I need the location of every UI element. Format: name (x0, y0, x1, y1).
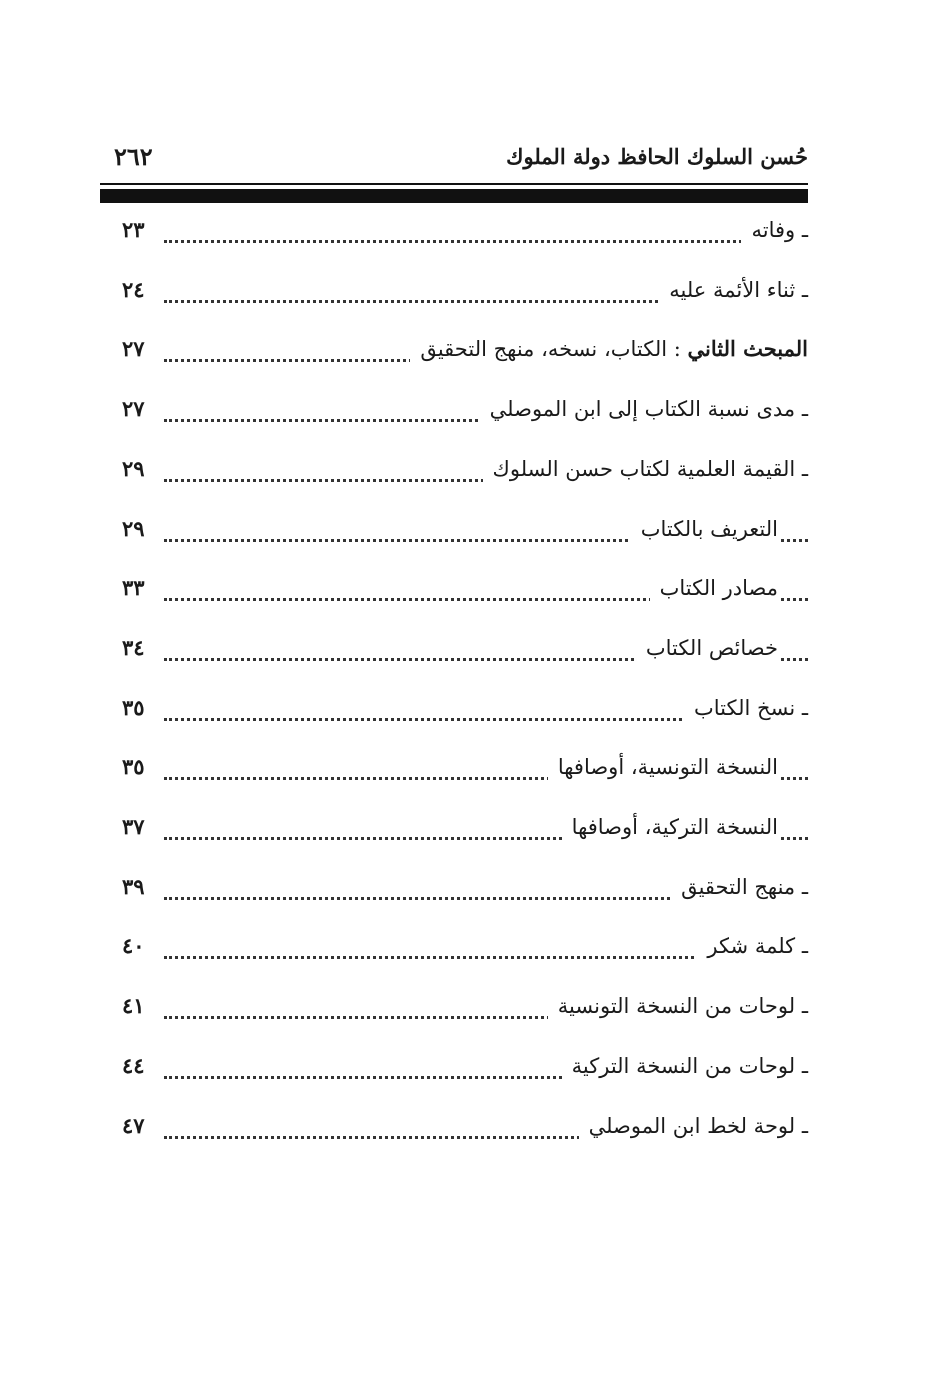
toc-page-number: ٣٥ (122, 694, 145, 720)
toc-entry-text: : الكتاب، نسخه، منهج التحقيق (420, 337, 688, 362)
toc-entry (697, 932, 808, 960)
toc-row (100, 867, 808, 907)
toc-page-number: ٢٤ (122, 276, 145, 302)
toc-entry (480, 395, 808, 423)
toc-row (100, 210, 808, 250)
toc-row (100, 270, 808, 310)
toc-entry (562, 813, 778, 841)
toc-entry (548, 992, 808, 1020)
toc-row (100, 926, 808, 966)
toc-row (100, 986, 808, 1026)
toc-entry-heading: المبحث الثاني (687, 336, 808, 362)
toc-entry (631, 515, 778, 543)
toc-page-number: ٤٤ (122, 1052, 145, 1078)
book-title: حُسن السلوك الحافظ دولة الملوك (506, 144, 808, 169)
running-header (100, 140, 808, 180)
toc-entry-text: ـ وفاته (751, 218, 808, 242)
toc-entry (741, 216, 808, 244)
toc-entry (410, 335, 808, 363)
toc-page-number: ٣٤ (122, 634, 145, 660)
toc-page-number: ٣٣ (122, 575, 145, 601)
toc-entry-text: التعريف بالكتاب (640, 516, 778, 541)
toc-page-number: ٣٧ (122, 814, 145, 839)
toc-page-number: ٤٧ (122, 1112, 145, 1138)
toc-entry-text: ـ ثناء الأئمة عليه (669, 277, 808, 302)
toc-page-number: ٢٧ (122, 336, 145, 362)
toc-entry (579, 1112, 808, 1140)
toc-page-number: ٢٣ (122, 217, 145, 242)
toc-page-number: ٤١ (122, 993, 145, 1019)
toc-entry-text: خصائص الكتاب (645, 635, 778, 660)
toc-page-number: ٤٠ (122, 933, 145, 959)
toc-row (100, 389, 808, 429)
toc-entry-text: مصادر الكتاب (659, 576, 778, 601)
toc-entry-text: ـ لوحات من النسخة التركية (571, 1053, 808, 1078)
page-number: ٢٦٢ (114, 142, 153, 171)
toc-row (100, 1046, 808, 1086)
toc-page-number: ٣٩ (122, 873, 145, 899)
toc-entry (483, 455, 808, 483)
toc-entry (659, 276, 808, 304)
toc-page-number: ٢٩ (122, 455, 145, 481)
toc-entry-text: ـ القيمة العلمية لكتاب حسن السلوك (492, 456, 808, 481)
toc-entry (684, 694, 808, 722)
toc-page-number: ٢٧ (122, 396, 145, 422)
toc-entry (671, 873, 808, 901)
toc-row (100, 807, 808, 847)
toc-entry-text: النسخة التونسية، أوصافها (557, 755, 778, 780)
toc-entry (548, 753, 778, 781)
toc-entry (562, 1052, 808, 1080)
toc-row (100, 747, 808, 787)
toc-entry-text: ـ نسخ الكتاب (694, 695, 808, 720)
toc-page-number: ٣٥ (122, 754, 145, 780)
toc-page-number: ٢٩ (122, 515, 145, 541)
header-rule-thick (100, 189, 808, 203)
dot-leader (164, 236, 808, 243)
header-rule-thin (100, 183, 808, 185)
toc-row (100, 568, 808, 608)
toc-entry-text: ـ مدى نسبة الكتاب إلى ابن الموصلي (489, 397, 808, 422)
toc-row (100, 1106, 808, 1146)
toc-row (100, 329, 808, 369)
toc-entry-text: ـ لوحة لخط ابن الموصلي (588, 1113, 808, 1138)
toc-entry (636, 634, 778, 662)
toc-entry-text: النسخة التركية، أوصافها (571, 815, 778, 839)
toc-entry (650, 574, 778, 602)
toc-entry-text: ـ لوحات من النسخة التونسية (557, 994, 808, 1019)
toc-row (100, 688, 808, 728)
toc-entry-text: ـ كلمة شكر (707, 934, 808, 959)
toc-row (100, 628, 808, 668)
toc-entry-text: ـ منهج التحقيق (681, 874, 808, 899)
toc-row (100, 449, 808, 489)
toc-row (100, 509, 808, 549)
